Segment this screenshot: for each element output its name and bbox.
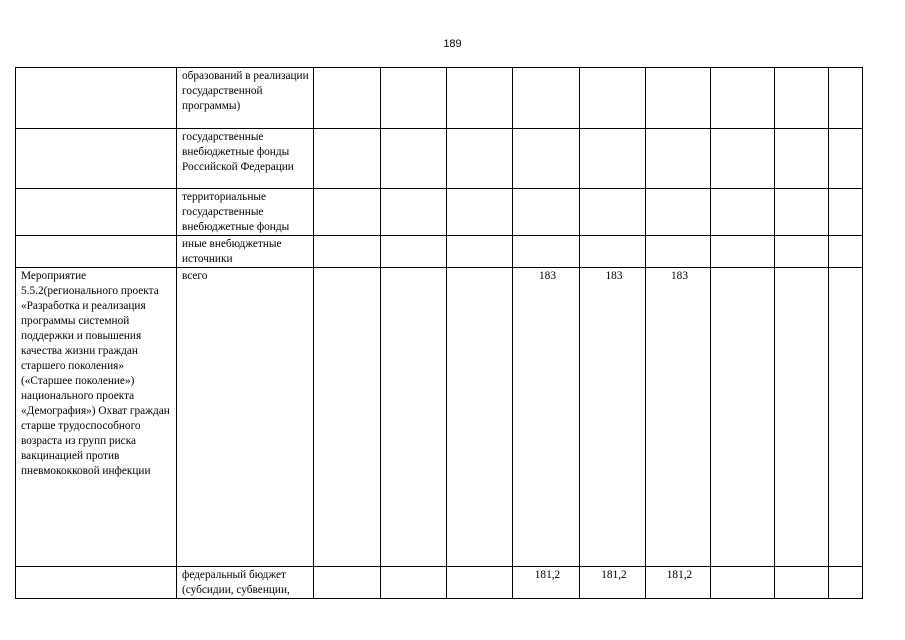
value-cell: [513, 236, 580, 268]
table-body: [16, 68, 863, 599]
table-row: [16, 268, 863, 567]
value-cell: [646, 68, 711, 129]
value-cell: [775, 189, 829, 236]
funding-source-cell: государственные внебюджетные фонды Российской Федерации: [177, 129, 314, 189]
value-cell: [381, 68, 447, 129]
funding-source-cell: иные внебюджетные источники: [177, 236, 314, 268]
value-cell: [775, 268, 829, 567]
value-cell: [829, 129, 863, 189]
funding-source-cell: федеральный бюджет (субсидии, субвенции,: [177, 567, 314, 599]
value-cell: [829, 236, 863, 268]
table-row: [16, 567, 863, 599]
value-cell: [314, 268, 381, 567]
value-cell: [711, 129, 775, 189]
funding-source-cell: территориальные государственные внебюджетные фонды: [177, 189, 314, 236]
value-cell: [829, 268, 863, 567]
activity-cell: Мероприятие 5.5.2(регионального проекта «Разработка и реализация программы системной поддержки и повышения качества жизни граждан старшего поколения» («Старшее поколение») национального проекта «Демография») Охват граждан старше трудоспособного возраста из групп риска вакцинацией против пневмококковой инфекции: [16, 268, 177, 567]
value-cell: [711, 189, 775, 236]
value-cell: 183: [580, 268, 646, 567]
value-cell: 183: [646, 268, 711, 567]
funding-source-cell: всего: [177, 268, 314, 567]
value-cell: [829, 68, 863, 129]
value-cell: [447, 129, 513, 189]
value-cell: 181,2: [513, 567, 580, 599]
value-cell: [711, 236, 775, 268]
value-cell: [381, 567, 447, 599]
value-cell: [580, 68, 646, 129]
value-cell: 183: [513, 268, 580, 567]
page-number: 189: [443, 38, 462, 50]
value-cell: [513, 129, 580, 189]
value-cell: [447, 567, 513, 599]
activity-cell: [16, 236, 177, 268]
value-cell: [775, 68, 829, 129]
value-cell: [381, 236, 447, 268]
value-cell: [829, 567, 863, 599]
value-cell: [711, 68, 775, 129]
value-cell: [447, 268, 513, 567]
activity-cell: [16, 68, 177, 129]
value-cell: [580, 189, 646, 236]
value-cell: [775, 129, 829, 189]
value-cell: [314, 567, 381, 599]
value-cell: [513, 189, 580, 236]
value-cell: [580, 129, 646, 189]
value-cell: [646, 129, 711, 189]
value-cell: 181,2: [646, 567, 711, 599]
value-cell: [314, 129, 381, 189]
value-cell: [447, 236, 513, 268]
value-cell: 181,2: [580, 567, 646, 599]
table-row: [16, 68, 863, 129]
table-row: [16, 236, 863, 268]
value-cell: [447, 68, 513, 129]
funding-source-cell: образований в реализации государственной программы): [177, 68, 314, 129]
value-cell: [513, 68, 580, 129]
value-cell: [381, 189, 447, 236]
value-cell: [314, 189, 381, 236]
value-cell: [447, 189, 513, 236]
value-cell: [580, 236, 646, 268]
value-cell: [646, 189, 711, 236]
value-cell: [711, 567, 775, 599]
value-cell: [381, 129, 447, 189]
value-cell: [775, 567, 829, 599]
activity-cell: [16, 567, 177, 599]
value-cell: [314, 236, 381, 268]
table-row: [16, 129, 863, 189]
value-cell: [646, 236, 711, 268]
table-row: [16, 189, 863, 236]
value-cell: [829, 189, 863, 236]
activity-cell: [16, 129, 177, 189]
value-cell: [775, 236, 829, 268]
value-cell: [314, 68, 381, 129]
value-cell: [381, 268, 447, 567]
value-cell: [711, 268, 775, 567]
budget-table: [15, 67, 863, 599]
activity-cell: [16, 189, 177, 236]
